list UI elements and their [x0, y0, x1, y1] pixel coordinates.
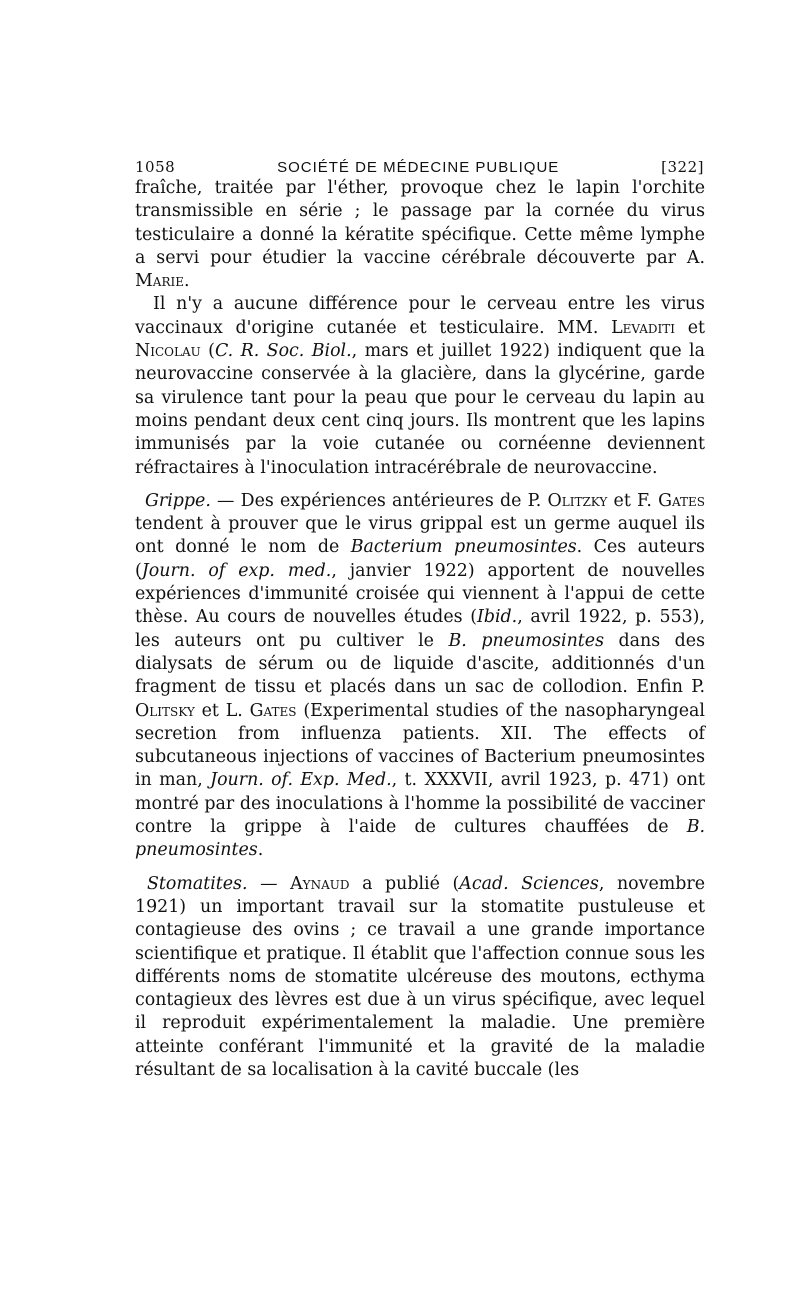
- journal-reference: Ibid.: [476, 607, 518, 628]
- text-run: et L.: [194, 700, 250, 721]
- text-run: tendent à prouver que le virus grippal est un germe auquel ils ont donné le nom de: [135, 514, 705, 558]
- species-name: B. pneumosintes: [448, 630, 605, 651]
- text-run: dans des dialysats de sérum ou de liquide d'ascite, additionnés d'un fragment de tissu et placés dans un sac de collodion. Enfin P.: [135, 630, 706, 698]
- author-name: A. Marie: [135, 247, 705, 292]
- text-run: (: [200, 341, 215, 362]
- journal-reference: C. R. Soc. Biol.: [214, 341, 352, 362]
- author-name: Nicolau: [135, 341, 201, 362]
- journal-reference: Journ. of. Exp. Med.: [210, 770, 392, 791]
- paragraph-neurovaccine-intro: [135, 177, 705, 293]
- paragraph-neurovaccine: [135, 293, 705, 479]
- page-number: 1058: [135, 158, 176, 176]
- paragraph-grippe: [135, 490, 705, 863]
- journal-reference: Journ. of exp. med.: [141, 560, 332, 581]
- body-text: [135, 177, 705, 1082]
- text-run: Il n'y a aucune différence pour le cerveau entre les virus vaccinaux d'origine cutanée et testiculaire. MM.: [135, 294, 705, 338]
- author-name: Gates: [658, 490, 705, 511]
- text-run: fraîche, traitée par l'éther, provoque chez le lapin l'orchite transmissible en série ; le passage par la cornée du virus testiculaire a donné la kératite spécifique. Cette même lymphe a servi pour étudier la vaccine cérébrale découverte par: [135, 178, 705, 268]
- text-run: et F.: [607, 490, 659, 511]
- text-run: , avril 1922, p. 553), les auteurs ont pu cultiver le: [135, 607, 705, 651]
- text-run: — Des expériences antérieures de P.: [210, 490, 548, 511]
- text-run: , t. XXXVII, avril 1923, p. 471) ont montré par des inoculations à l'homme la possibilité de vacciner contre la grippe à l'aide de cultures chauffées de: [135, 770, 706, 838]
- text-run: (Experimental studies of the nasopharyngeal secretion from influenza patients. XII. The effects of subcutaneous injections of vaccines of Bacterium pneumosintes in man,: [135, 700, 705, 791]
- text-run: et: [675, 317, 705, 338]
- species-name: Bacterium pneumosintes: [350, 537, 577, 558]
- text-run: —: [247, 873, 291, 894]
- journal-reference: Acad. Sciences: [459, 873, 599, 894]
- author-name: Gates: [249, 700, 297, 721]
- author-name: Olitsky: [135, 700, 195, 721]
- text-run: . Ces auteurs (: [135, 537, 705, 581]
- species-name: B. pneumosintes: [135, 817, 705, 861]
- section-heading-grippe: Grippe.: [145, 490, 211, 511]
- author-name: Levaditi: [611, 317, 676, 338]
- running-title: SOCIÉTÉ DE MÉDECINE PUBLIQUE: [277, 159, 560, 176]
- text-run: , janvier 1922) apportent de nouvelles expériences d'immunité croisée qui viennent à l'appui de cette thèse. Au cours de nouvelles études (: [135, 560, 705, 628]
- section-heading-stomatites: Stomatites.: [147, 873, 248, 894]
- author-name: Aynaud: [290, 873, 350, 894]
- text-run: .: [184, 271, 190, 292]
- running-header: [135, 158, 704, 176]
- paragraph-stomatites: [135, 873, 705, 1083]
- author-name: Olitzky: [547, 490, 608, 511]
- text-run: , mars et juillet 1922) indiquent que la neurovaccine conservée à la glacière, dans la glycérine, garde sa virulence tant pour la peau que pour le cerveau du lapin au moins pendant deux cent cinq jours. Ils montrent que les lapins immunisés par la voie cutanée ou cornéenne deviennent réfractaires à l'inoculation intracérébrale de neurovaccine.: [135, 341, 705, 478]
- text-run: a publié (: [349, 873, 460, 894]
- text-run: .: [257, 840, 264, 861]
- text-run: , novembre 1921) un important travail sur la stomatite pustuleuse et contagieuse des ovins ; ce travail a une grande importance scientifique et pratique. Il établit que l'affection connue sous les différents noms de stomatite ulcéreuse des moutons, ecthyma contagieux des lèvres est due à un virus spécifique, avec lequel il reproduit expérimentalement la maladie. Une première atteinte conférant l'immunité et la gravité de la maladie résultant de sa localisation à la cavité buccale (les: [135, 873, 705, 1080]
- bracket-number: [322]: [661, 158, 704, 176]
